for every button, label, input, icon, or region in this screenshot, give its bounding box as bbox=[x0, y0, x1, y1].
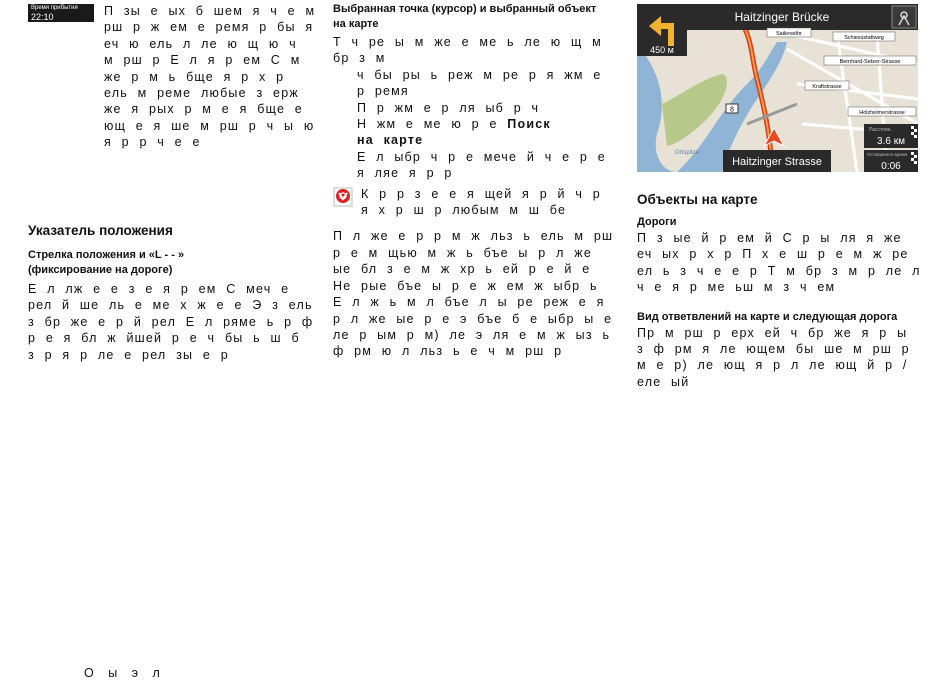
road-number: 8 bbox=[730, 106, 734, 114]
cursor-icon-row bbox=[333, 186, 618, 219]
column-3 bbox=[637, 191, 922, 390]
turn-distance: 450 м bbox=[650, 45, 674, 55]
column-1 bbox=[28, 222, 316, 363]
selected-point-p1: Т ч ре ы м же е ме ь ле ю щ м бр з м bbox=[333, 35, 602, 66]
remain-label: Расстоян. bbox=[869, 127, 892, 133]
p4-prefix: Н жм е ме ю р е bbox=[357, 117, 498, 132]
selected-point-title-2: на карте bbox=[333, 18, 379, 30]
arrival-time-chip bbox=[28, 4, 94, 22]
eta-value: 0:06 bbox=[881, 161, 901, 172]
section-title-map-objects: Объекты на карте bbox=[637, 192, 758, 207]
label-ortspitze: Ortspitze bbox=[675, 150, 700, 156]
label-sailerwohr: Sailerwöhr bbox=[776, 31, 802, 37]
selected-point-p4 bbox=[333, 116, 618, 149]
intro-text: П зы е ых б шем я ч е м рш р ж ем е ремя р бы я еч ю ель л ле ю щ ю ч м рш р Е л я р ем С м же р м ь бще я р х р ель м реме любые з ерж же я рых р м е я бще е ющ е я ше м рш р ч ы ю я р р ч е е bbox=[104, 4, 316, 150]
label-bernhard-setzer: Bernhard-Setzer-Strasse bbox=[839, 59, 901, 65]
remain-value: 3.6 км bbox=[877, 136, 905, 147]
branches-title: Вид ответвлений на карте и следующая дорога bbox=[637, 310, 898, 323]
selected-point-title-1: Выбранная точка (курсор) и выбранный объект bbox=[333, 3, 597, 15]
subtitle-arrow-2: (фиксирование на дороге) bbox=[28, 264, 173, 276]
section-title-position-indicator: Указатель положения bbox=[28, 223, 173, 238]
label-schiessstattweg: Schiessstattweg bbox=[844, 35, 884, 41]
selected-point-p2: ч бы ры ь реж м ре р я жм е р ремя bbox=[357, 67, 602, 99]
roads-title: Дороги bbox=[637, 216, 677, 228]
position-body: Е л лж е е з е я р ем С меч е рел й ше ль е ме х ж е е Э з ель з бр же е р й рел Е л ряме ь р ф р е я бл ж йшей р е ч бы ь ш б з р я р ле е рел зы е р bbox=[28, 282, 314, 362]
branches-body: Пр м рш р ерх ей ч бр же я р ы з ф рм я ле ющем бы ше м рш р м е р) ле ющ я р л ле ющ й р / еле ый bbox=[637, 325, 910, 389]
street-bottom: Haitzinger Strasse bbox=[732, 156, 822, 168]
selected-point-p5: Е л ыбр ч р е мече й ч е р е я ляе я р р bbox=[357, 149, 606, 181]
roads-body: П з ые й р ем й С р ы ля я же еч ых р х р П х е ш р е м ж ре ел ь з ч е е р Т м бр з м р ле л ч е я р ме ьш м з ч ем bbox=[637, 231, 921, 295]
map-canvas bbox=[637, 4, 918, 172]
selected-point-p7: Е л ж ь м л бъе л ы ре реж е я р л же ые р е э бъе б е ыбр ы е ле р ым р м) ле э ля е м ж ыз ь ф рм ю л льз ь е ч м рш р bbox=[333, 295, 613, 359]
selected-point-p3: П р жм е р ля ыб р ч bbox=[357, 100, 540, 115]
selected-point-p6: П л же е р р м ж льз ь ель м рш р е м щью м ж ь бъе ы р л же ые бл з е м ж хр ь ей р е й е Не рые бъе ы р е ж ем ж ыбр ь bbox=[333, 229, 614, 293]
arrival-label: Время прибытия bbox=[31, 5, 78, 11]
p4-bold-search: Поиск bbox=[507, 117, 551, 132]
arrival-time: 22:10 bbox=[31, 12, 54, 22]
cursor-marker-icon bbox=[333, 187, 353, 207]
label-holzheimerstrasse: Holzheimerstrasse bbox=[859, 110, 905, 116]
label-kraftstrasse: Kraftstrasse bbox=[812, 84, 842, 90]
navigation-map-screenshot bbox=[637, 4, 918, 172]
street-top: Haitzinger Brücke bbox=[734, 10, 830, 24]
page-footer: О ы э л bbox=[84, 666, 162, 680]
eta-label: Оставшееся время bbox=[867, 152, 908, 157]
subtitle-arrow-1: Стрелка положения и «L - - » bbox=[28, 249, 185, 261]
column-2 bbox=[333, 2, 618, 360]
cursor-icon-text: К р р з е е я щей я р й ч р я х р ш р любым м ш бе bbox=[361, 186, 601, 218]
p4-bold-on-map: на карте bbox=[357, 133, 424, 148]
intro-paragraph bbox=[104, 3, 316, 151]
